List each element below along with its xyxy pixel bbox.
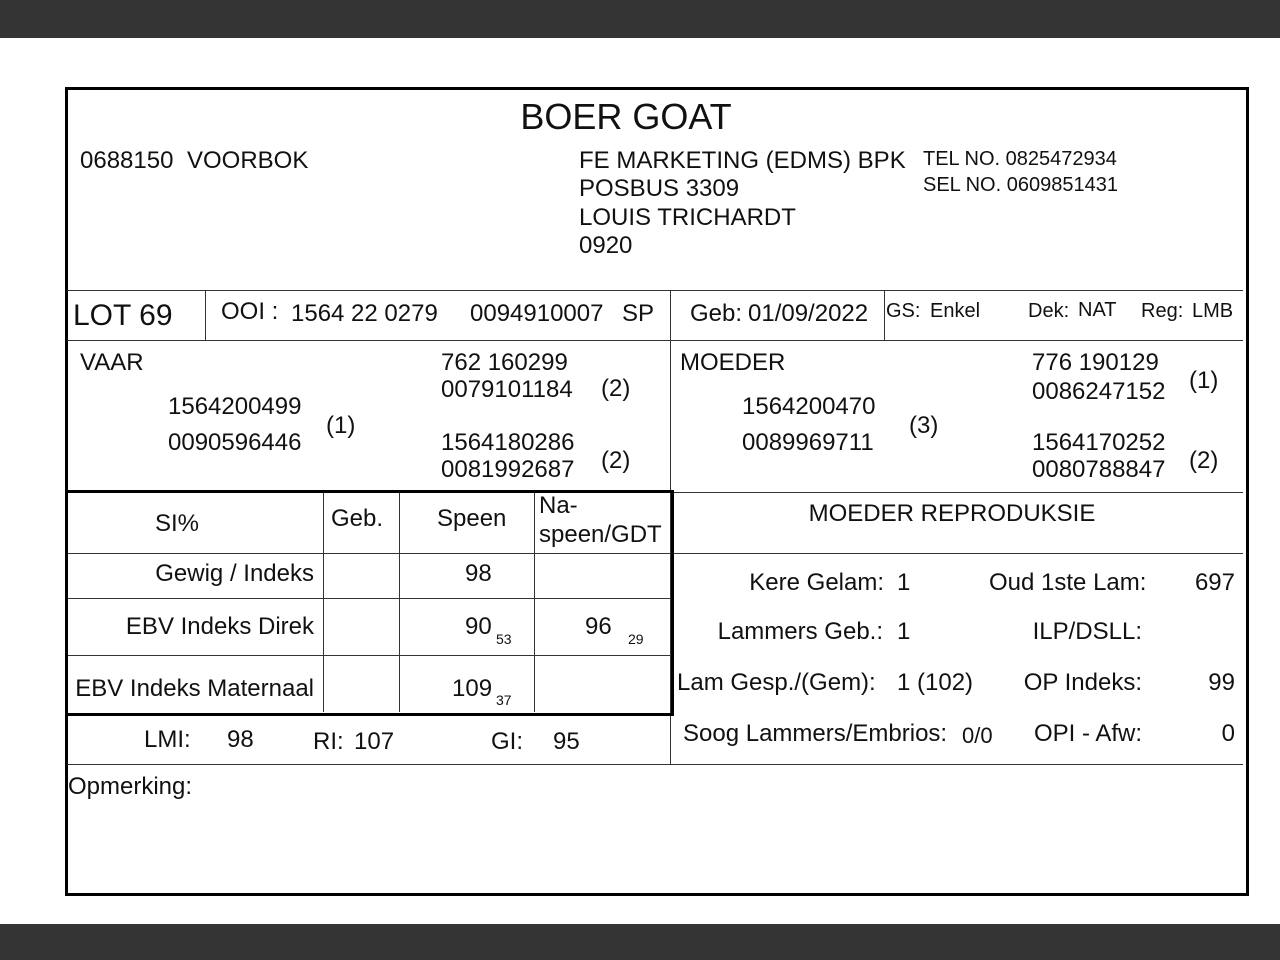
vaar-sire-mark: (2) — [601, 375, 631, 402]
gi-value: 95 — [553, 728, 580, 755]
reg-value: LMB — [1192, 300, 1234, 322]
geb-date: 01/09/2022 — [748, 300, 869, 327]
vaar-mark: (1) — [326, 412, 356, 439]
moeder-mark: (3) — [909, 412, 939, 439]
gs-label: GS: — [886, 300, 921, 322]
vaar-dam-reg: 0081992687 — [441, 456, 575, 483]
maternaal-label: EBV Indeks Maternaal — [75, 675, 314, 702]
vaar-label: VAAR — [80, 349, 144, 376]
breeder-sel: SEL NO. 0609851431 — [923, 174, 1118, 196]
moeder-reg: 0089969711 — [742, 429, 874, 456]
lammers-geb-label: Lammers Geb.: — [717, 618, 883, 645]
ri-value: 107 — [354, 728, 395, 755]
oud-label: Oud 1ste Lam: — [989, 569, 1147, 596]
ooi-number: 1564 22 0279 — [291, 300, 438, 327]
speen-header: Speen — [437, 505, 507, 532]
lot-number: LOT 69 — [73, 299, 173, 332]
reproduction-title: MOEDER REPRODUKSIE — [808, 500, 1096, 527]
lmi-label: LMI: — [144, 726, 191, 753]
moeder-id: 1564200470 — [742, 393, 876, 420]
kere-gelam-label: Kere Gelam: — [749, 569, 884, 596]
page-title: BOER GOAT — [520, 96, 732, 137]
ilp-label: ILP/DSLL: — [1032, 618, 1142, 645]
gi-label: GI: — [491, 728, 524, 755]
divider — [67, 290, 1243, 291]
ooi-reg: 0094910007 — [470, 300, 604, 327]
divider — [884, 290, 885, 340]
oud-value: 697 — [1194, 569, 1235, 596]
ooi-label: OOI : — [221, 298, 279, 325]
geb-header: Geb. — [331, 505, 384, 532]
vaar-dam-mark: (2) — [601, 447, 631, 474]
breeder-town: LOUIS TRICHARDT — [579, 204, 796, 231]
animal-name: VOORBOK — [187, 147, 309, 174]
dek-label: Dek: — [1028, 300, 1070, 322]
vaar-sire-reg: 0079101184 — [441, 376, 573, 403]
ri-label: RI: — [313, 728, 344, 755]
maternaal-speen: 109 — [452, 675, 493, 702]
opi-label: OPI - Afw: — [1033, 720, 1142, 747]
kere-gelam-value: 1 — [897, 569, 911, 596]
gewig-label: Gewig / Indeks — [155, 560, 314, 587]
gs-value: Enkel — [930, 300, 981, 322]
gewig-speen: 98 — [465, 560, 492, 587]
remarks-label: Opmerking: — [68, 773, 193, 800]
opi-value: 0 — [1221, 720, 1235, 747]
animal-id: 0688150 — [80, 147, 174, 174]
breeder-tel: TEL NO. 0825472934 — [923, 148, 1117, 170]
direk-label: EBV Indeks Direk — [125, 613, 314, 640]
moeder-label: MOEDER — [680, 349, 786, 376]
vaar-dam-id: 1564180286 — [441, 429, 575, 456]
si-header: SI% — [155, 510, 200, 537]
top-bar — [0, 0, 1280, 38]
dek-value: NAT — [1078, 299, 1117, 321]
breeder-code: 0920 — [579, 232, 633, 259]
moeder-dam-reg: 0080788847 — [1032, 456, 1166, 483]
moeder-sire-reg: 0086247152 — [1032, 378, 1166, 405]
divider — [205, 290, 206, 340]
maternaal-speen-accuracy: 37 — [496, 692, 512, 708]
op-indeks-value: 99 — [1208, 669, 1235, 696]
direk-speen-accuracy: 53 — [496, 631, 512, 647]
divider — [670, 492, 1243, 493]
vaar-id: 1564200499 — [168, 393, 302, 420]
bottom-bar — [0, 924, 1280, 960]
lam-gesp-value: 1 (102) — [897, 669, 974, 696]
direk-naspeen: 96 — [585, 613, 612, 640]
moeder-dam-mark: (2) — [1189, 447, 1219, 474]
direk-naspeen-accuracy: 29 — [628, 631, 644, 647]
vaar-sire-id: 762 160299 — [441, 349, 568, 376]
geb-label: Geb: — [690, 300, 743, 327]
naspeen-header-2: speen/GDT — [539, 521, 662, 548]
divider — [67, 340, 1243, 341]
moeder-sire-id: 776 190129 — [1032, 349, 1159, 376]
reg-label: Reg: — [1141, 300, 1184, 322]
lammers-geb-value: 1 — [897, 618, 911, 645]
naspeen-header-1: Na- — [539, 492, 578, 519]
vaar-reg: 0090596446 — [168, 429, 302, 456]
soog-value: 0/0 — [962, 723, 993, 748]
direk-speen: 90 — [465, 613, 492, 640]
moeder-dam-id: 1564170252 — [1032, 429, 1166, 456]
ooi-suffix: SP — [622, 300, 655, 327]
divider — [67, 764, 1243, 765]
lam-gesp-label: Lam Gesp./(Gem): — [677, 669, 876, 696]
op-indeks-label: OP Indeks: — [1023, 669, 1142, 696]
moeder-sire-mark: (1) — [1189, 367, 1219, 394]
soog-label: Soog Lammers/Embrios: — [683, 720, 948, 747]
lmi-value: 98 — [227, 726, 254, 753]
breeder-company: FE MARKETING (EDMS) BPK — [579, 147, 906, 174]
breeder-postal: POSBUS 3309 — [579, 175, 740, 202]
